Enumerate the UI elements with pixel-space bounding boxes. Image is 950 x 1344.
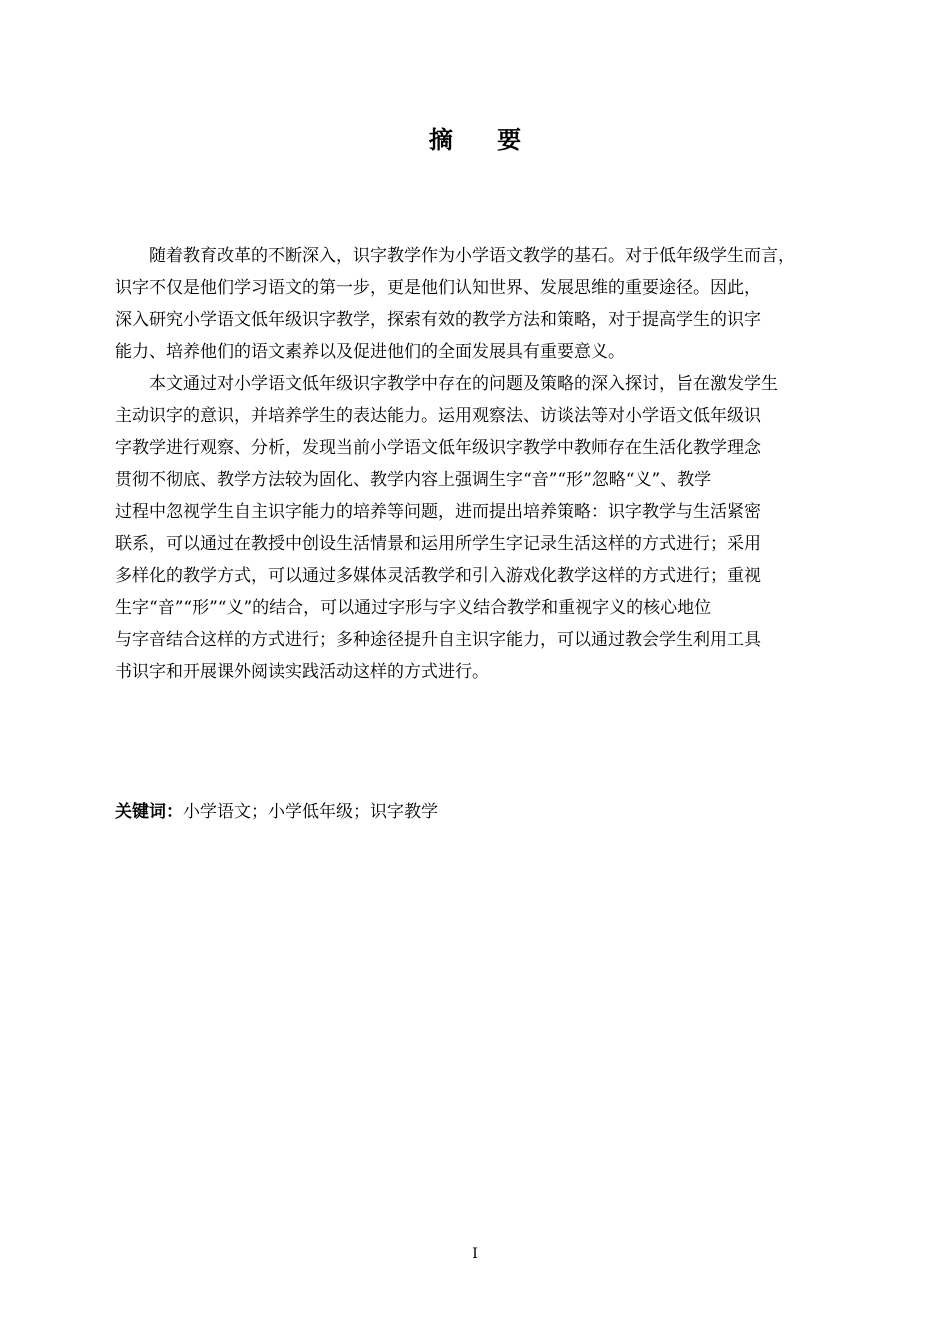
keywords	[115, 796, 875, 828]
paragraph-line: 与字音结合这样的方式进行；多种途径提升自主识字能力，可以通过教会学生利用工具	[115, 630, 761, 650]
paragraph-line: 深入研究小学语文低年级识字教学，探索有效的教学方法和策略，对于提高学生的识字	[115, 310, 761, 330]
keywords-value: 小学语文；小学低年级；识字教学	[183, 802, 438, 822]
paragraph-line: 识字不仅是他们学习语文的第一步，更是他们认知世界、发展思维的重要途径。因此，	[115, 278, 761, 298]
keywords-label: 关键词：	[115, 802, 183, 822]
paragraph-line: 能力、培养他们的语文素养以及促进他们的全面发展具有重要意义。	[115, 342, 625, 362]
paragraph-line: 字教学进行观察、分析，发现当前小学语文低年级识字教学中教师存在生活化教学理念	[115, 438, 761, 458]
paragraph-line: 多样化的教学方式，可以通过多媒体灵活教学和引入游戏化教学这样的方式进行；重视	[115, 566, 761, 586]
page-title: 摘 要	[428, 126, 540, 154]
abstract-body	[115, 240, 867, 688]
paragraph-line: 生字“音”“形”“义”的结合，可以通过字形与字义结合教学和重视字义的核心地位	[115, 598, 712, 618]
paragraph-line: 主动识字的意识，并培养学生的表达能力。运用观察法、访谈法等对小学语文低年级识	[115, 406, 761, 426]
paragraph-line: 随着教育改革的不断深入，识字教学作为小学语文教学的基石。对于低年级学生而言，	[149, 246, 795, 266]
paragraph-line: 联系，可以通过在教授中创设生活情景和运用所学生字记录生活这样的方式进行；采用	[115, 534, 761, 554]
paragraph-line: 书识字和开展课外阅读实践活动这样的方式进行。	[115, 662, 489, 682]
paragraph-line: 过程中忽视学生自主识字能力的培养等问题，进而提出培养策略：识字教学与生活紧密	[115, 502, 761, 522]
paragraph-line: 本文通过对小学语文低年级识字教学中存在的问题及策略的深入探讨，旨在激发学生	[149, 374, 778, 394]
paragraph-line: 贯彻不彻底、教学方法较为固化、教学内容上强调生字“音”“形”忽略“义”、教学	[115, 470, 712, 490]
page-number: I	[472, 1246, 478, 1262]
